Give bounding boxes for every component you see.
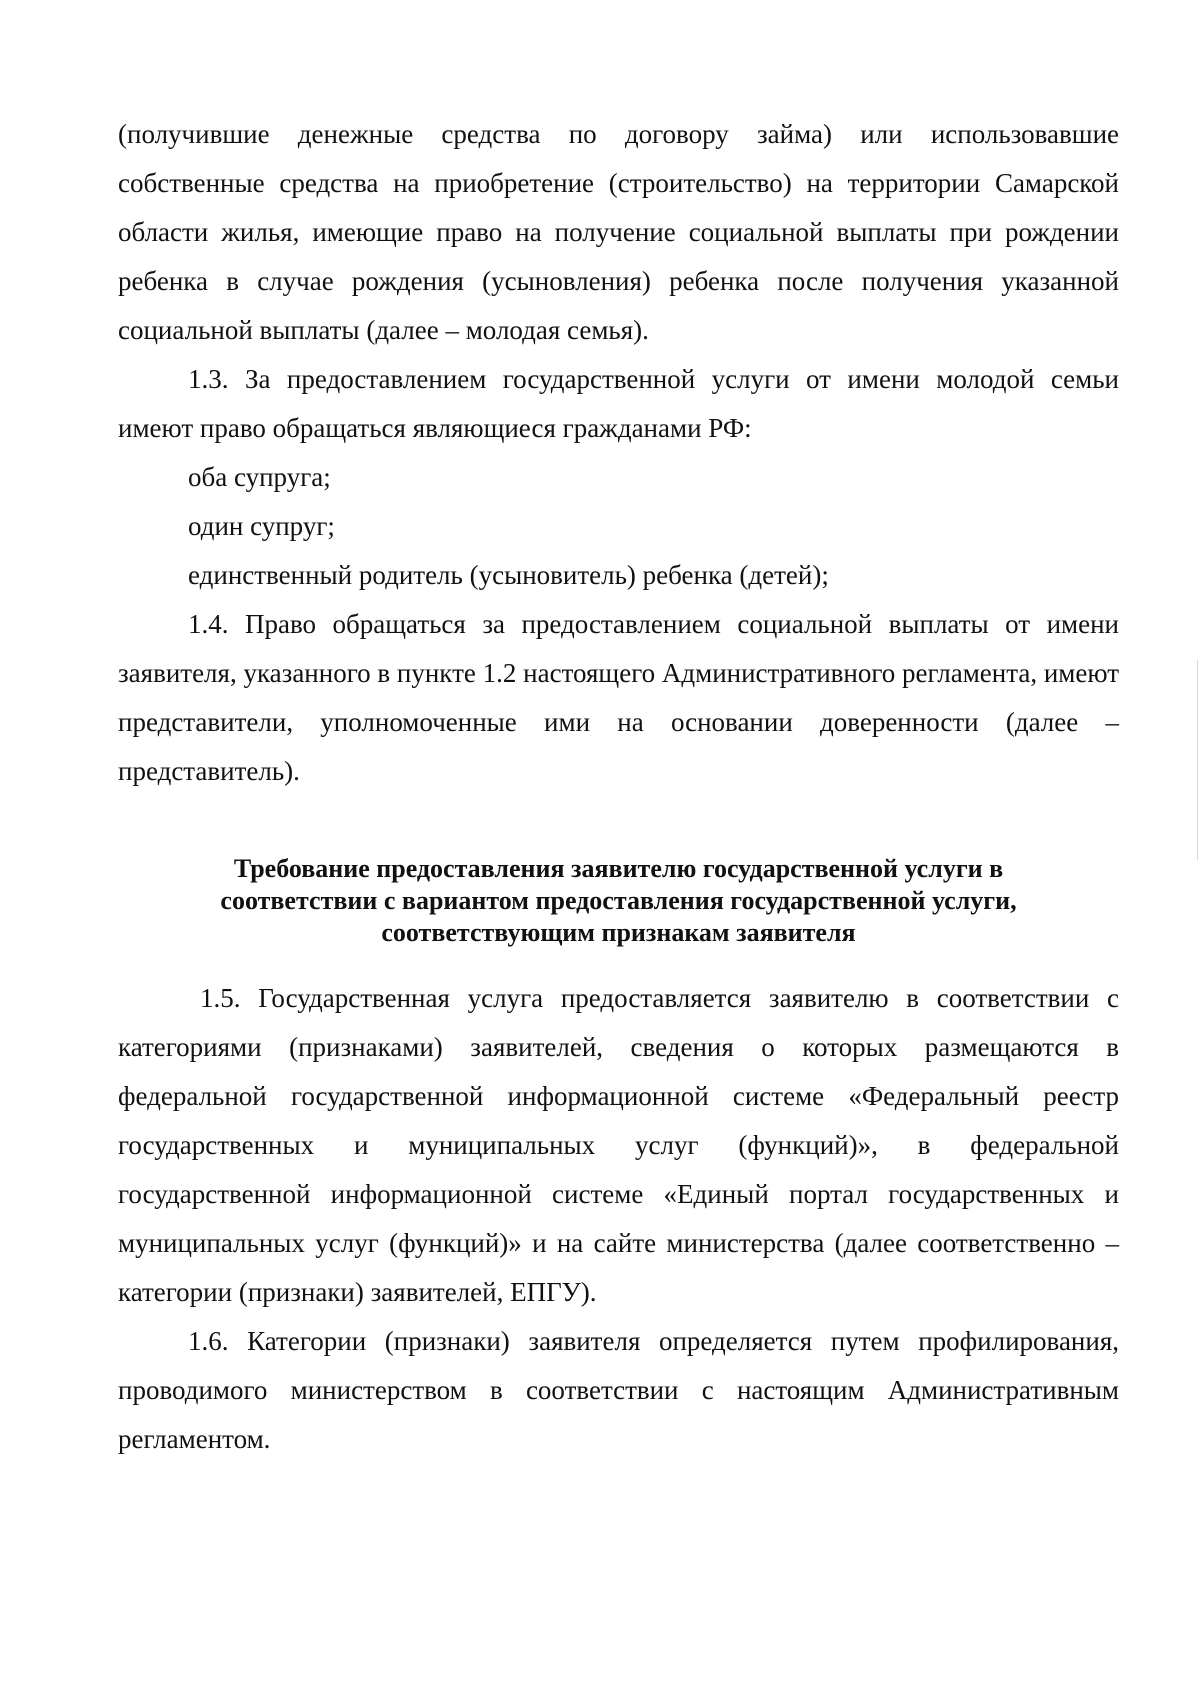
paragraph-applicants-continued: (получившие денежные средства по договору займа) или использовавшие собственные средства на приобретение (строительство) на территории Самарской области жилья, имеющие право на получение социальной выплаты при рождении ребенка в случае рождения (усыновления) ребенка после получения указанной социальной выплаты (далее – молодая семья). [118, 119, 1119, 345]
heading-line-1: Требование предоставления заявителю государственной услуги в [233, 854, 1004, 883]
section-block-1 [118, 110, 1119, 796]
section-block-2 [118, 974, 1119, 1464]
scan-edge-line [1197, 660, 1198, 860]
heading-line-2: соответствии с вариантом предоставления государственной услуги, [220, 886, 1017, 915]
section-heading [118, 853, 1119, 949]
list-item-one-spouse: один супруг; [188, 511, 335, 541]
paragraph-1-5: 1.5. Государственная услуга предоставляется заявителю в соответствии с категориями (признаками) заявителей, сведения о которых размещаются в федеральной государственной информационной системе «Федеральный реестр государственных и муниципальных услуг (функций)», в федеральной государственной информационной системе «Единый портал государственных и муниципальных услуг (функций)» и на сайте министерства (далее соответственно – категории (признаки) заявителей, ЕПГУ). [118, 983, 1119, 1307]
list-item-both-spouses: оба супруга; [188, 462, 331, 492]
heading-line-3: соответствующим признакам заявителя [381, 918, 856, 947]
paragraph-1-6: 1.6. Категории (признаки) заявителя определяется путем профилирования, проводимого министерством в соответствии с настоящим Административным регламентом. [118, 1326, 1119, 1454]
paragraph-1-3: 1.3. За предоставлением государственной услуги от имени молодой семьи имеют право обращаться являющиеся гражданами РФ: [118, 364, 1119, 443]
list-item-single-parent: единственный родитель (усыновитель) ребенка (детей); [188, 560, 829, 590]
paragraph-1-4: 1.4. Право обращаться за предоставлением социальной выплаты от имени заявителя, указанного в пункте 1.2 настоящего Административного регламента, имеют представители, уполномоченные ими на основании доверенности (далее – представитель). [118, 609, 1119, 786]
